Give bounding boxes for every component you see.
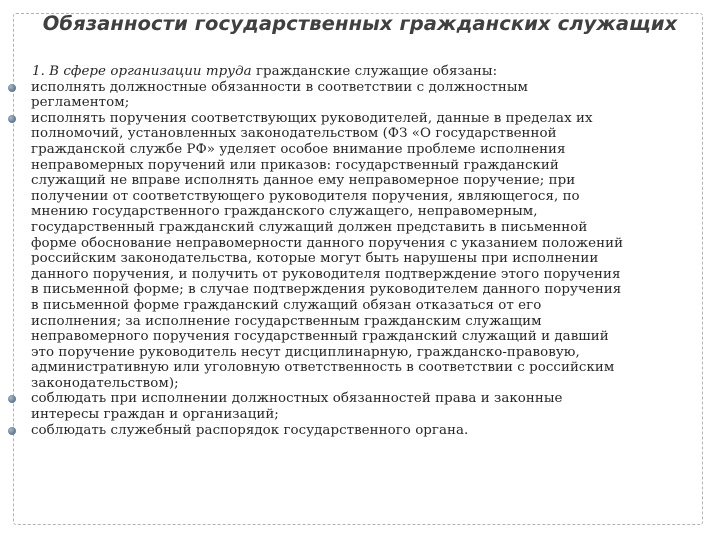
bullet-dot-icon (8, 115, 16, 123)
bullet-text-line: государственный гражданский служащий должен представить в письменной (31, 219, 588, 235)
bullet-item (31, 111, 707, 392)
bullet-text-line: соблюдать при исполнении должностных обязанностей права и законные (31, 391, 563, 407)
bullet-item (31, 391, 707, 422)
bullet-text-line: гражданской службе РФ» уделяет особое внимание проблеме исполнения (31, 141, 566, 157)
bullet-text-line: неправомерных поручений или приказов: государственный гражданский (31, 157, 559, 173)
bullet-text-line: законодательством); (31, 375, 179, 391)
bullet-text-line: форме обоснование неправомерности данного поручения с указанием положений (31, 235, 624, 251)
bullet-text-line: российским законодательства, которые могут быть нарушены при исполнении (31, 251, 599, 267)
bullet-text-line: исполнения; за исполнение государственным гражданским служащим (31, 313, 542, 329)
bullet-text-line: полномочий, установленных законодательством (ФЗ «О государственной (31, 126, 557, 142)
bullet-text-line: исполнять должностные обязанности в соответствии с должностным (31, 79, 529, 95)
bullet-text-line: получении от соответствующего руководителя поручения, являющегося, по (31, 188, 580, 204)
bullet-text-line: служащий не вправе исполнять данное ему неправомерное поручение; при (31, 173, 576, 189)
bullet-item (31, 80, 707, 111)
bullet-text-line: в письменной форме гражданский служащий обязан отказаться от его (31, 297, 542, 313)
bullet-text-line: это поручение руководитель несут дисциплинарную, гражданско-правовую, (31, 344, 580, 360)
bullet-text-line: интересы граждан и организаций; (31, 407, 279, 423)
bullet-text-line: неправомерного поручения государственный гражданский служащий и давший (31, 329, 609, 345)
slide-content (31, 64, 707, 438)
intro-italic: 1. В сфере организации труда (32, 64, 252, 79)
bullet-list (31, 80, 707, 439)
slide-title: Обязанности государственных гражданских служащих (42, 12, 678, 35)
bullet-text-line: регламентом; (31, 95, 130, 111)
bullet-item (31, 423, 707, 439)
bullet-text-line: мнению государственного гражданского служащего, неправомерным, (31, 204, 538, 220)
bullet-dot-icon (8, 427, 16, 435)
bullet-text-line: данного поручения, и получить от руководителя подтверждение этого поручения (31, 266, 621, 282)
bullet-text-line: исполнять поручения соответствующих руководителей, данные в пределах их (31, 110, 593, 126)
intro-line (31, 64, 707, 80)
bullet-text-line: в письменной форме; в случае подтверждения руководителем данного поручения (31, 282, 622, 298)
bullet-text-line: соблюдать служебный распорядок государственного органа. (31, 422, 469, 438)
intro-text: гражданские служащие обязаны: (251, 64, 498, 79)
bullet-text-line: административную или уголовную ответственность в соответствии с российским (31, 360, 615, 376)
bullet-dot-icon (8, 84, 16, 92)
